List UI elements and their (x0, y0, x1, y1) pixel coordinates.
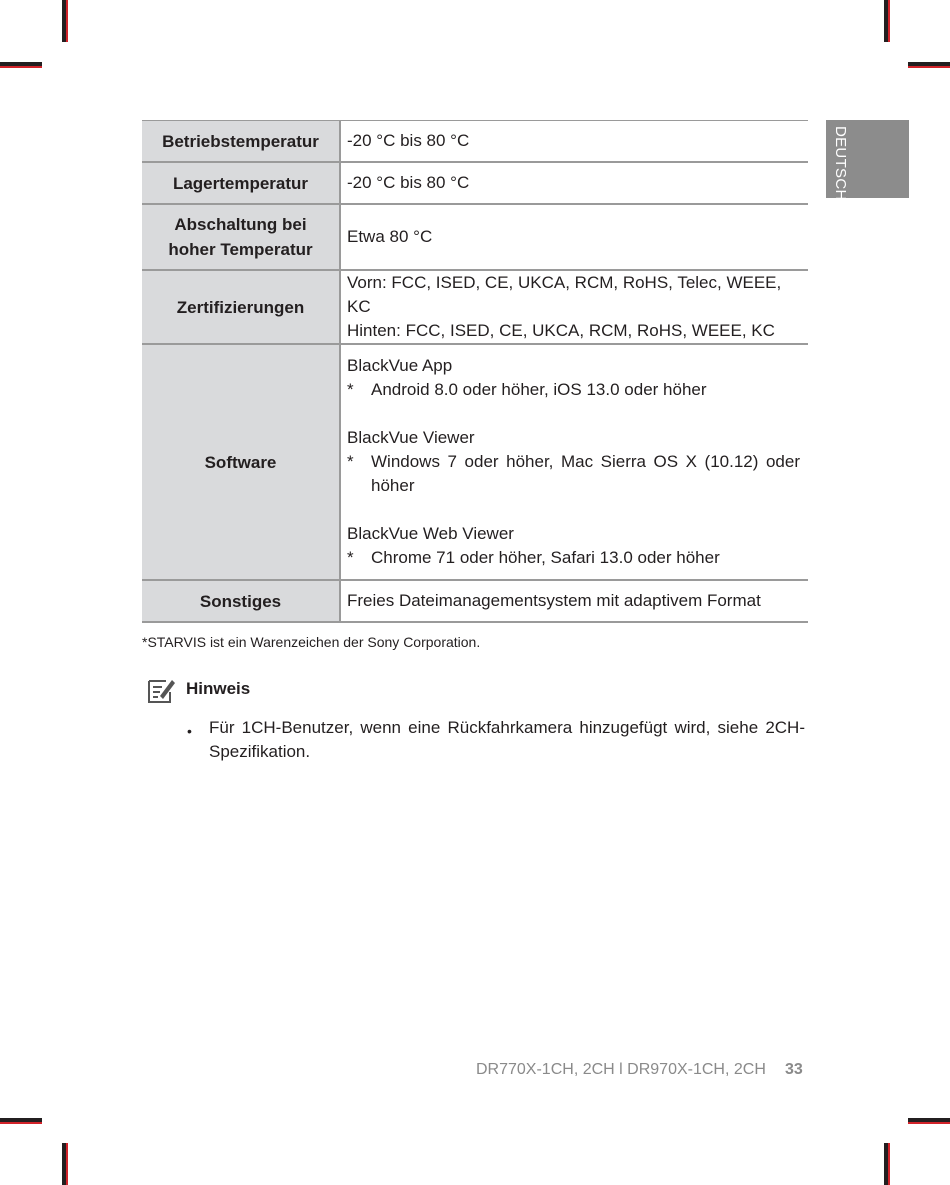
row-label: Zertifizierungen (142, 270, 340, 344)
crop-mark (908, 1122, 950, 1124)
table-row (142, 162, 808, 204)
software-note-text: Windows 7 oder höher, Mac Sierra OS X (10.12) oder höher (371, 452, 800, 495)
crop-mark (66, 1143, 68, 1185)
row-label: Lagertemperatur (142, 162, 340, 204)
table-row (142, 121, 808, 163)
note-pencil-icon (146, 676, 176, 706)
note-marker: * (347, 548, 354, 567)
software-note (347, 450, 800, 498)
table-row (142, 270, 808, 344)
language-tab (826, 120, 909, 201)
note-marker: * (347, 380, 354, 399)
row-label-line: Abschaltung bei (174, 215, 307, 234)
software-title: BlackVue App (347, 356, 453, 375)
row-label (142, 204, 340, 270)
row-label: Software (142, 344, 340, 580)
row-label: Sonstiges (142, 580, 340, 622)
software-note-text: Android 8.0 oder höher, iOS 13.0 oder höher (371, 380, 707, 399)
row-value (340, 270, 808, 344)
bullet-dot: • (187, 723, 192, 739)
footnote: *STARVIS ist ein Warenzeichen der Sony Corporation. (142, 634, 481, 650)
table-row (142, 344, 808, 580)
language-tab-label: DEUTSCH (832, 126, 849, 201)
table-row (142, 204, 808, 270)
row-value: Freies Dateimanagementsystem mit adaptivem Format (340, 580, 808, 622)
crop-mark (66, 0, 68, 42)
row-value: -20 °C bis 80 °C (340, 121, 808, 163)
row-value: -20 °C bis 80 °C (340, 162, 808, 204)
row-value-line: Vorn: FCC, ISED, CE, UKCA, RCM, RoHS, Telec, WEEE, KC (347, 273, 782, 316)
crop-mark (0, 66, 42, 68)
row-value-line: Hinten: FCC, ISED, CE, UKCA, RCM, RoHS, WEEE, KC (347, 321, 775, 340)
software-note (347, 546, 800, 570)
row-value: Etwa 80 °C (340, 204, 808, 270)
software-title: BlackVue Viewer (347, 428, 475, 447)
crop-mark (888, 1143, 890, 1185)
row-label: Betriebstemperatur (142, 121, 340, 163)
row-value (340, 344, 808, 580)
software-note (347, 378, 800, 402)
table-row (142, 580, 808, 622)
crop-mark (908, 66, 950, 68)
note-marker: * (347, 452, 354, 471)
page-number: 33 (785, 1061, 803, 1078)
footer-model: DR770X-1CH, 2CH l DR970X-1CH, 2CH (476, 1061, 766, 1078)
crop-mark (888, 0, 890, 42)
row-label-line: hoher Temperatur (168, 240, 313, 259)
crop-mark (0, 1122, 42, 1124)
software-note-text: Chrome 71 oder höher, Safari 13.0 oder höher (371, 548, 720, 567)
note-text: Für 1CH-Benutzer, wenn eine Rückfahrkamera hinzugefügt wird, siehe 2CH-Spezifikation. (209, 718, 805, 761)
spec-table (142, 120, 808, 623)
note-title: Hinweis (186, 679, 251, 698)
software-title: BlackVue Web Viewer (347, 524, 514, 543)
